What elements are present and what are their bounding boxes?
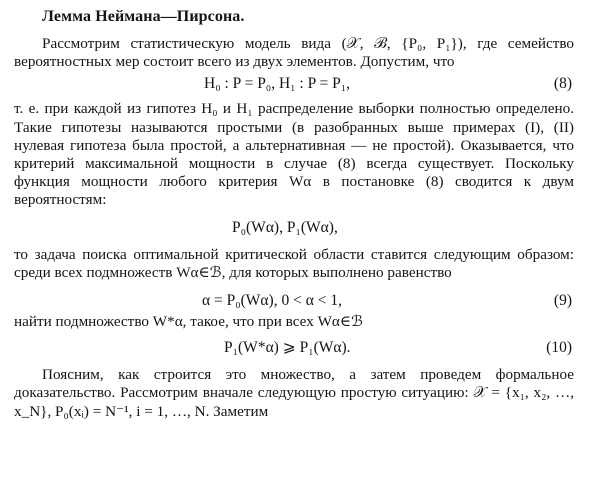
formula-10 [14,335,574,360]
formula-power-probabilities [14,210,574,246]
paragraph-simple-hypotheses: т. е. при каждой из гипотез H₀ и H₁ распределение выборки полностью определено. Такие гипотезы называются простыми (в разобранных выше примерах (I), (II) нулевая гипотеза была простой, а альтернативная — не простой). Оказывается, что критерий максимальной мощности в случае (8) всегда существует. Поскольку функция мощности любого критерия Wα в постановке (8) сводится к двум вероятностям: [14,100,574,209]
paragraph-explanation: Поясним, как строится это множество, а затем проведем формальное доказательство. Рассмотрим вначале следующую простую ситуацию: 𝒳 = {x₁, x₂, …, x_N}, P₀(xᵢ) = N⁻¹, i = 1, …, N. Заметим [14,366,574,420]
paragraph-optimal-region: то задача поиска оптимальной критической области ставится следующим образом: среди всех подмножеств Wα∈ℬ, для которых выполнено равенство [14,245,574,281]
lemma-heading: Лемма Неймана—Пирсона. [42,8,245,25]
paragraph-find-subset: найти подмножество W*α, такое, что при всех Wα∈ℬ [14,313,364,331]
formula-10-expression: P₁(W*α) ⩾ P₁(Wα). [224,339,351,357]
formula-9-number: (9) [553,292,572,310]
formula-8 [14,71,574,96]
formula-9 [14,288,574,313]
formula-10-number: (10) [546,339,572,357]
formula-9-expression: α = P₀(Wα), 0 < α < 1, [202,292,342,310]
paragraph-intro: Рассмотрим статистическую модель вида (𝒳, ℬ, {P₀, P₁}), где семейство вероятностных мер состоит всего из двух элементов. Допустим, что [14,35,574,71]
formula-power-expression: P₀(Wα), P₁(Wα), [232,218,338,236]
formula-8-expression: H₀ : P = P₀, H₁ : P = P₁, [204,75,351,93]
formula-8-number: (8) [553,75,572,93]
